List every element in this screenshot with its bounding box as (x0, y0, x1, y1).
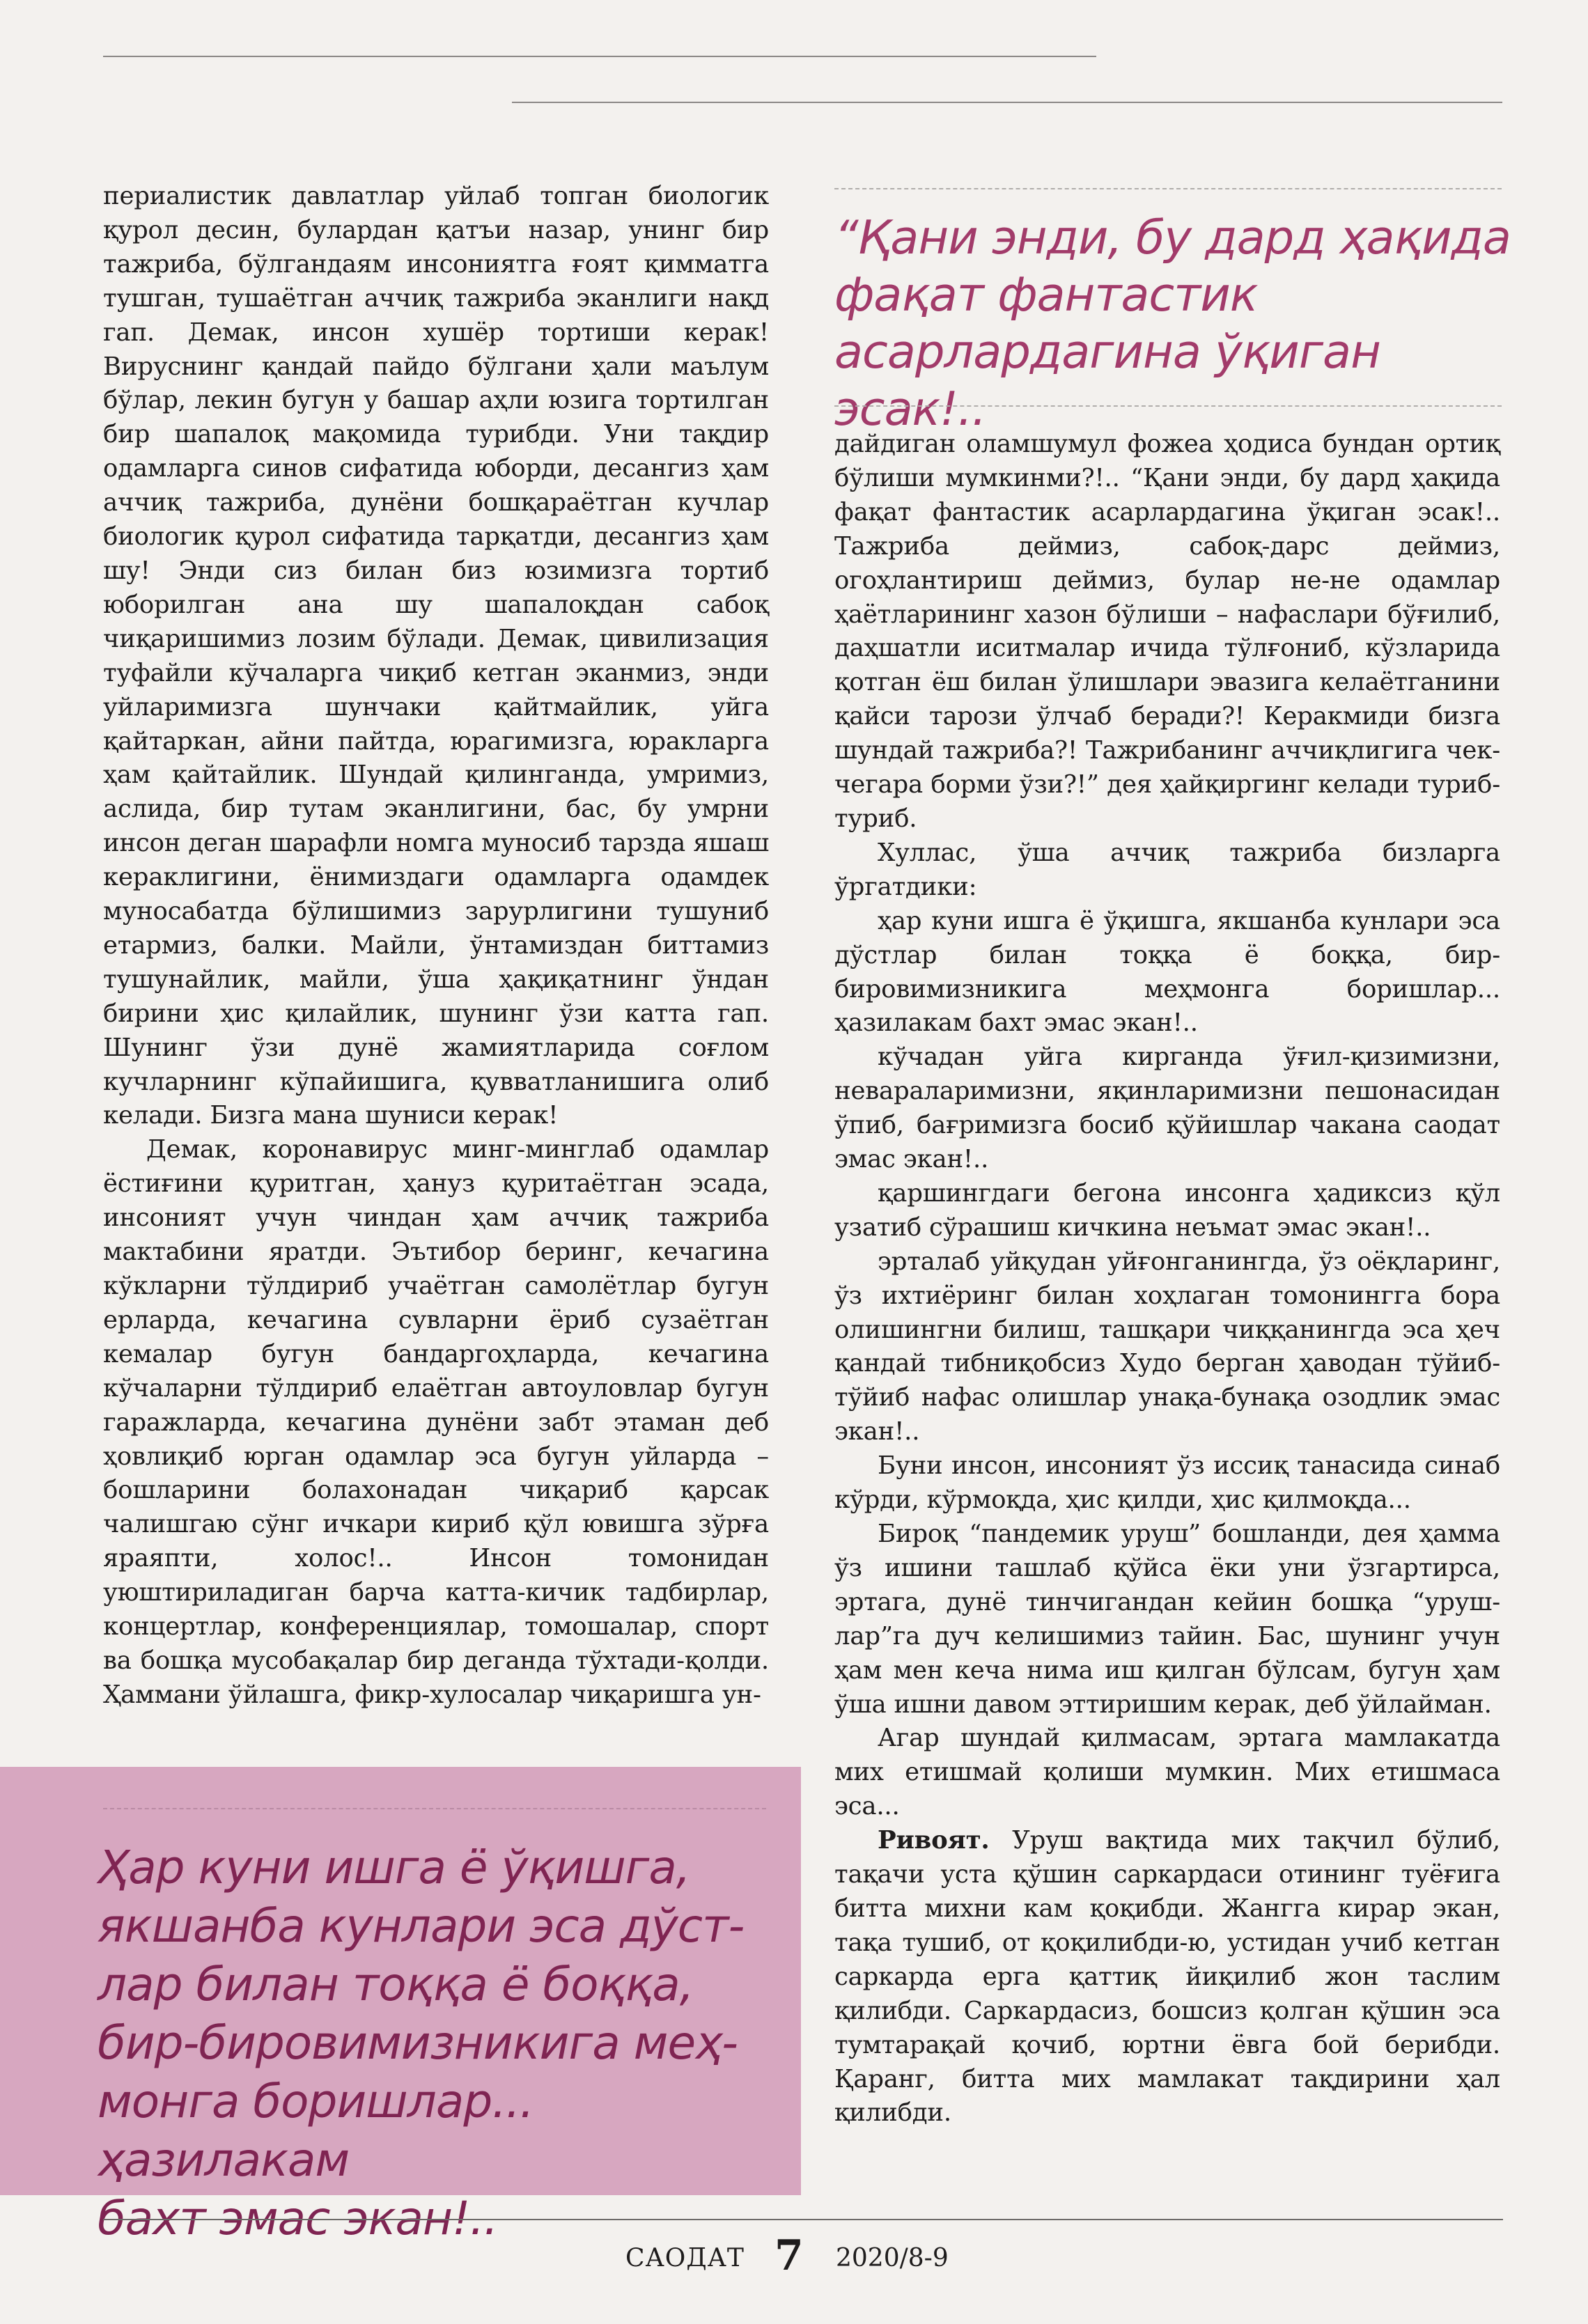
right-paragraph-7: Буни инсон, инсоният ўз иссиқ танасида синаб кўрди, кўрмоқда, ҳис қилди, ҳис қилмоқда... (834, 1451, 1500, 1515)
left-paragraph-1: периалистик давлатлар уйлаб топган биологик қурол десин, булардан қатъи назар, унинг бир тажриба, бўлгандаям инсониятга ғоят қимматга тушган, тушаётган аччиқ тажриба эканлиги нақд гап. Демак, инсон хушёр тортиши керак! Вируснинг қандай пайдо бўлгани ҳали маълум бўлар, лекин бугун у башар аҳли юзига тортилган бир шапалоқ мақомида турибди. Уни тақдир одамларга синов сифатида юборди, десангиз ҳам аччиқ тажриба, дунёни бошқараётган кучлар биологик қурол сифатида тарқатди, десангиз ҳам шу! Энди сиз билан биз юзимизга тортиб юборилган ана шу шапалоқдан сабоқ чиқаришимиз лозим бўлади. Демак, цивилизация туфайли кўчаларга чиқиб кетган эканмиз, энди уйларимизга шунчаки қайтмайлик, уйга қайтаркан, айни пайтда, юрагимизга, юракларга ҳам қайтайлик. Шундай қилинганда, умримиз, аслида, бир тутам эканлигини, бас, бу умрни инсон деган шарафли номга муносиб тарзда яшаш кераклигини, ёнимиздаги одамларга одамдек муносабатда бўлишимиз зарурлигини тушуниб етармиз, балки. Майли, ўнтамиздан биттамиз тушунайлик, майли, ўша ҳақиқатнинг ўндан бирини ҳис қилайлик, шунинг ўзи катта гап. Шунинг ўзи дунё жамиятларида соғлом кучларнинг кўпайишига, қувватланишига олиб келади. Бизга мана шуниси керак! (103, 182, 769, 1130)
highlight-quote-line-3: лар билан тоққа ё боққа, (98, 1958, 694, 2011)
footer-rule (103, 2219, 1503, 2220)
right-paragraph-9: Агар шундай қилмасам, эртага мамлакатда мих етишмай қолиши мумкин. Мих етишмаса эса... (834, 1724, 1500, 1821)
highlight-quote-line-2: якшанба кунлари эса дўст- (98, 1899, 745, 1953)
right-paragraph-5: қаршингдаги бегона инсонга ҳадиксиз қўл узатиб сўрашиш кичкина неъмат эмас экан!.. (834, 1178, 1500, 1242)
right-column (834, 428, 1500, 2130)
highlight-quote-line-1: Ҳар куни ишга ё ўқишга, (98, 1841, 690, 1894)
left-paragraph-2: Демак, коронавирус минг-минглаб одамлар ёстиғини қуритган, ҳануз қуритаётган эсада, инсоният учун чиндан ҳам аччиқ тажриба мактабини яратди. Эътибор беринг, кечагина кўкларни тўлдириб учаётган самолётлар бугун ерларда, кечагина сувларни ёриб сузаётган кемалар бугун бандаргоҳларда, кечагина кўчаларни тўлдириб елаётган автоуловлар бугун гаражларда, кечагина дунёни забт этаман деб ҳовлиқиб юрган одамлар эса бугун уйларда – бошларини болахонадан чиқариб қарсак чалишгаю сўнг ичкари кириб қўл ювишга зўрға яраяпти, холос!.. Инсон томонидан уюштириладиган барча катта-кичик тадбирлар, концертлар, конференциялар, томошалар, спорт ва бошқа мусобақалар бир деганда тўхтади-қолди. Ҳаммани ўйлашга, фикр-хулосалар чиқаришга ун- (103, 1135, 769, 1709)
right-paragraph-6: эрталаб уйқудан уйғонганингда, ўз оёқларинг, ўз ихтиёринг билан хоҳлаган томонингга бора олишингни билиш, ташқари чиққанингда эса ҳеч қандай тибниқобсиз Худо берган ҳаводан тўйиб-тўйиб нафас олишлар унақа-бунақа озодлик эмас экан!.. (834, 1247, 1500, 1446)
header-rule-left (103, 56, 1096, 57)
right-paragraph-4: кўчадан уйга кирганда ўғил-қизимизни, невараларимизни, яқинларимизни пешонасидан ўпиб, бағримизга босиб қўйишлар чакана саодат эмас экан!.. (834, 1043, 1500, 1174)
pull-quote (834, 209, 1531, 437)
right-paragraph-2: Хуллас, ўша аччиқ тажриба бизларга ўргатдики: (834, 838, 1500, 901)
header-rule-right (512, 102, 1502, 103)
highlight-quote-line-4: бир-бировимизникига меҳ- (98, 2016, 738, 2070)
left-column (103, 180, 769, 1713)
right-paragraph-1: дайдиган оламшумул фожеа ҳодиса бундан ортиқ бўлиши мумкинми?!.. “Қани энди, бу дард ҳақида фақат фантастик асарлардагина ўқиган эсак!.. Тажриба деймиз, сабоқ-дарс деймиз, огоҳлантириш деймиз, булар не-не одамлар ҳаётларининг хазон бўлиши – нафаслари бўғилиб, даҳшатли иситмалар ичида тўлғониб, кўзларида қотган ёш билан ўлишлари эвазига келаётганини қайси тарози ўлчаб беради?! Керакмиди бизга шундай тажриба?! Тажрибанинг аччиқлигига чек-чегара борми ўзи?!” дея ҳайқиргинг келади туриб-туриб. (834, 430, 1500, 833)
story-text: Уруш вақтида мих тақчил бўлиб, тақачи уста қўшин саркардаси отининг туёғига битта михни кам қоқибди. Жангга кирар экан, тақа тушиб, от қоқилибди-ю, устидан учиб кетган саркарда ерга қаттиқ йиқилиб жон таслим қилибди. Саркардасиз, бошсиз қолган қўшин эса тумтарақай қочиб, юртни ёвга бой берибди. Қаранг, битта мих мамлакат тақдирини ҳал қилибди. (834, 1826, 1500, 2128)
footer-page-number: 7 (774, 2231, 804, 2280)
highlight-quote (98, 1839, 766, 2248)
right-paragraph-8: Бироқ “пандемик уруш” бошланди, дея ҳамма ўз ишини ташлаб қўйса ёки уни ўзгартирса, эртага, дунё тинчигандан кейин бошқа “уруш-лар”га дуч келишимиз тайин. Бас, шунинг учун ҳам мен кеча нима иш қилган бўлсам, бугун ҳам ўша ишни давом эттиришим керак, деб ўйлайман. (834, 1520, 1500, 1719)
right-paragraph-3: ҳар куни ишга ё ўқишга, якшанба кунлари эса дўстлар билан тоққа ё боққа, бир-бировимизникига меҳмонга боришлар... ҳазилакам бахт эмас экан!.. (834, 906, 1500, 1038)
highlight-quote-line-5: монга боришлар... ҳазилакам (98, 2075, 534, 2187)
highlight-quote-line-6: бахт эмас экан!.. (98, 2192, 498, 2245)
pull-quote-top-divider (834, 188, 1502, 189)
pull-quote-line-3: асарлардагина ўқиган эсак!.. (834, 325, 1380, 436)
pull-quote-line-1: “Қани энди, бу дард ҳақида (834, 210, 1511, 265)
highlight-box-top-divider (103, 1808, 766, 1809)
story-label: Ривоят. (878, 1826, 990, 1855)
story-paragraph (834, 1824, 1500, 2130)
footer-magazine-name: САОДАТ (625, 2244, 745, 2272)
pull-quote-line-2: фақат фантастик (834, 267, 1258, 322)
pull-quote-bottom-divider (834, 405, 1502, 407)
footer-issue: 2020/8-9 (836, 2244, 949, 2272)
